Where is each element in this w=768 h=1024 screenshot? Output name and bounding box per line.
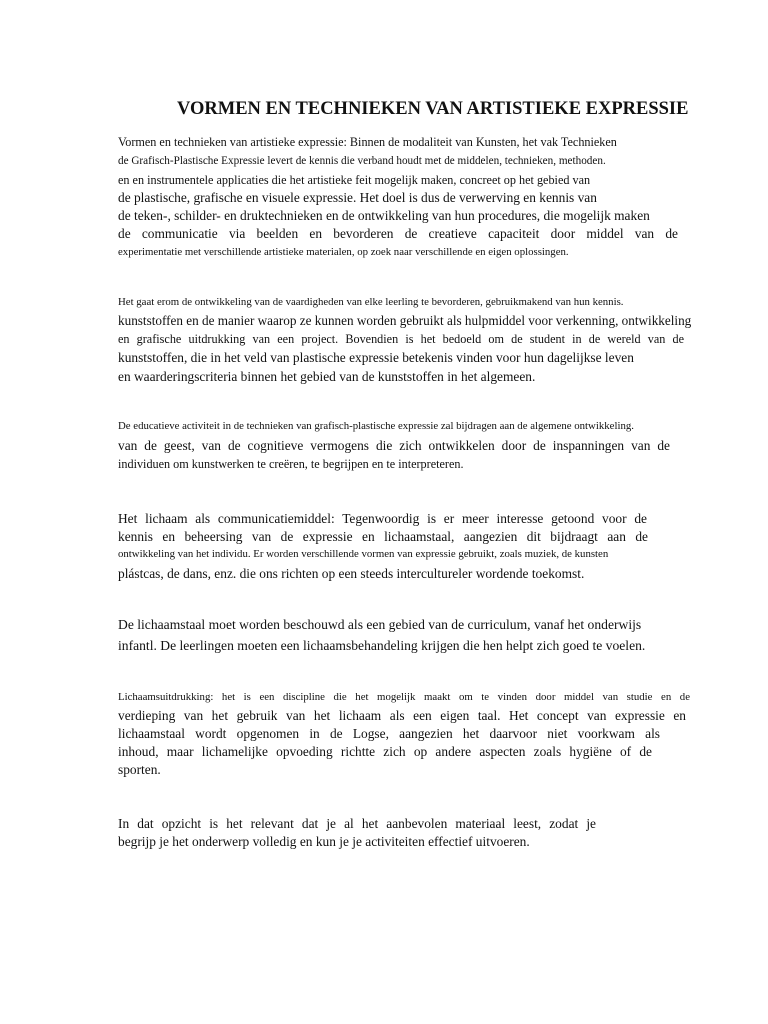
paragraph-4	[118, 509, 704, 583]
paragraph-line: Vormen en technieken van artistieke expressie: Binnen de modaliteit van Kunsten, het vak Technieken	[118, 135, 617, 149]
paragraph-line: kunststoffen en de manier waarop ze kunnen worden gebruikt als hulpmiddel voor verkenning, ontwikkeling	[118, 313, 692, 328]
paragraph-line: de plastische, grafische en visuele expressie. Het doel is dus de verwerving en kennis van	[118, 190, 597, 205]
paragraph-line: van de geest, van de cognitieve vermogens die zich ontwikkelen door de inspanningen van de	[118, 438, 670, 453]
paragraph-line: inhoud, maar lichamelijke opvoeding richtte zich op andere aspecten zoals hygiëne of de	[118, 744, 652, 759]
paragraph-line: en grafische uitdrukking van een project. Bovendien is het bedoeld om de student in de wereld van de	[118, 332, 684, 346]
paragraph-5	[118, 614, 694, 656]
paragraph-line: kunststoffen, die in het veld van plastische expressie betekenis vinden voor hun dagelijkse leven	[118, 350, 634, 365]
paragraph-line: verdieping van het gebruik van het lichaam als een eigen taal. Het concept van expressie en	[118, 708, 686, 723]
paragraph-line: en waarderingscriteria binnen het gebied van de kunststoffen in het algemeen.	[118, 369, 536, 384]
paragraph-line: Het lichaam als communicatiemiddel: Tegenwoordig is er meer interesse getoond voor de	[118, 511, 647, 526]
paragraph-line: de communicatie via beelden en bevorderen de creatieve capaciteit door middel van de	[118, 226, 678, 241]
paragraph-2	[118, 293, 730, 386]
document-title: VORMEN EN TECHNIEKEN VAN ARTISTIEKE EXPRESSIE	[177, 99, 689, 119]
paragraph-6	[118, 688, 690, 779]
paragraph-line: infantl. De leerlingen moeten een lichaamsbehandeling krijgen die hen helpt zich goed te voelen.	[118, 638, 646, 653]
paragraph-line: de Grafisch-Plastische Expressie levert de kennis die verband houdt met de middelen, technieken, methoden.	[118, 155, 606, 167]
paragraph-line: lichaamstaal wordt opgenomen in de Logse, aangezien het daarvoor niet voorkwam als	[118, 726, 660, 741]
paragraph-1	[118, 133, 684, 261]
paragraph-line: en en instrumentele applicaties die het artistieke feit mogelijk maken, concreet op het gebied van	[118, 173, 591, 187]
paragraph-line: de teken-, schilder- en druktechnieken en de ontwikkeling van hun procedures, die mogelijk maken	[118, 208, 650, 223]
paragraph-line: plástcas, de dans, enz. die ons richten op een steeds intercultureler wordende toekomst.	[118, 566, 585, 581]
paragraph-line: De lichaamstaal moet worden beschouwd als een gebied van de curriculum, vanaf het onderwijs	[118, 617, 642, 632]
paragraph-line: ontwikkeling van het individu. Er worden verschillende vormen van expressie gebruikt, zoals muziek, de kunsten	[118, 548, 609, 560]
paragraph-3	[118, 417, 684, 473]
paragraph-7	[118, 815, 678, 851]
paragraph-line: Het gaat erom de ontwikkeling van de vaardigheden van elke leerling te bevorderen, gebruikmakend van hun kennis.	[118, 296, 624, 308]
paragraph-line: Lichaamsuitdrukking: het is een discipline die het mogelijk maakt om te vinden door middel van studie en de	[118, 691, 690, 703]
paragraph-line: individuen om kunstwerken te creëren, te begrijpen en te interpreteren.	[118, 457, 464, 471]
paragraph-line: begrijp je het onderwerp volledig en kun je je activiteiten effectief uitvoeren.	[118, 834, 530, 849]
paragraph-line: kennis en beheersing van de expressie en lichaamstaal, aangezien dit bijdraagt aan de	[118, 529, 648, 544]
paragraph-line: experimentatie met verschillende artistieke materialen, op zoek naar verschillende en eigen oplossingen.	[118, 246, 569, 258]
paragraph-line: De educatieve activiteit in de technieken van grafisch-plastische expressie zal bijdragen aan de algemene ontwikkeling.	[118, 420, 634, 432]
paragraph-line: sporten.	[118, 762, 161, 777]
paragraph-line: In dat opzicht is het relevant dat je al het aanbevolen materiaal leest, zodat je	[118, 816, 596, 831]
